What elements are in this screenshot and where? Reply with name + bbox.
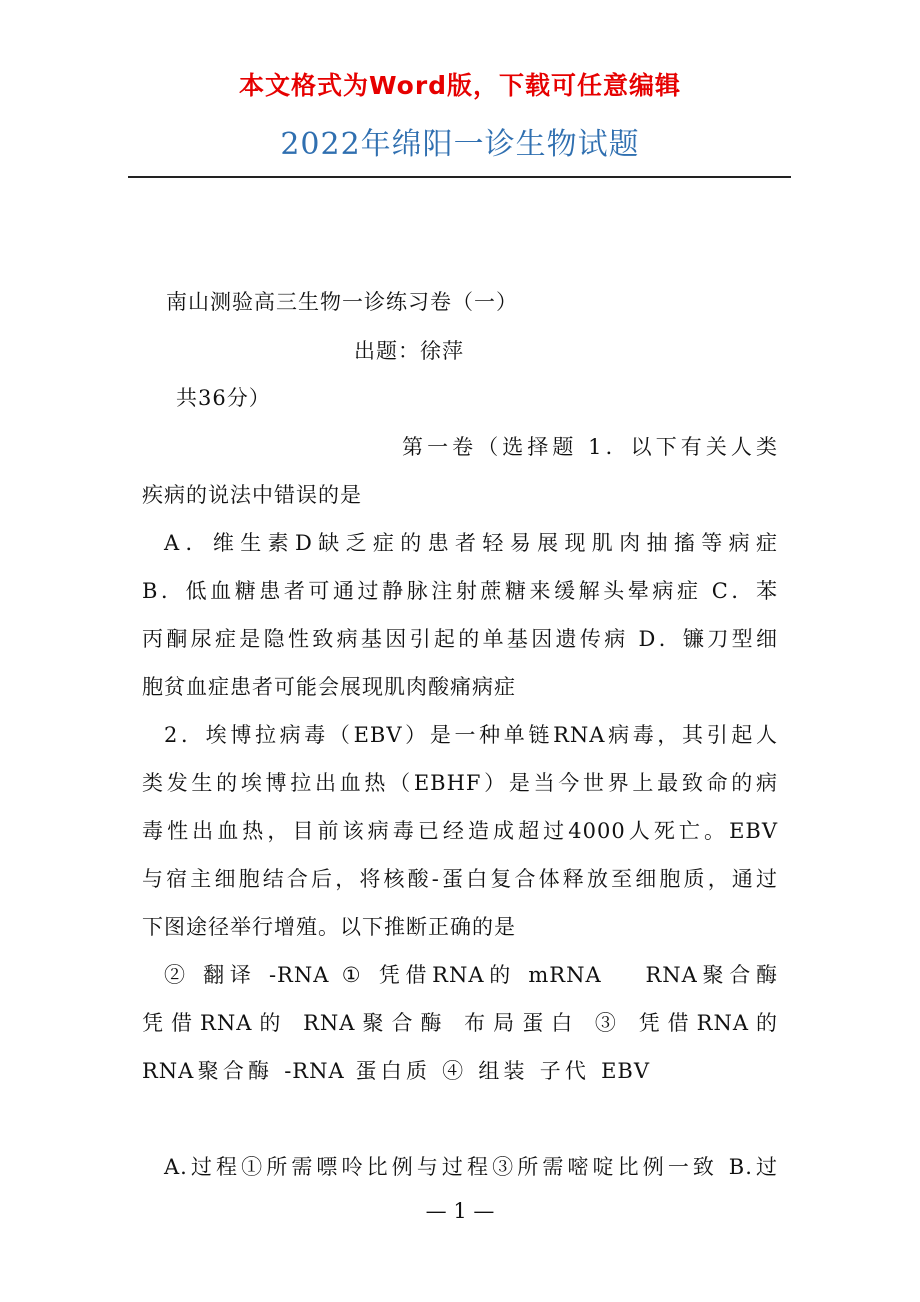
question-1-stem: 疾病的说法中错误的是 (142, 483, 362, 507)
question-1-option-a: A．维生素D缺乏症的患者轻易展现肌肉抽搐等病症 (164, 531, 778, 555)
title-divider (128, 176, 791, 178)
exam-heading: 南山测验高三生物一诊练习卷（一） (166, 290, 518, 314)
question-2-stem-line: 下图途径举行增殖。以下推断正确的是 (142, 915, 516, 939)
diagram-text-line: 凭借RNA的 RNA聚合酶 布局蛋白 ③ 凭借RNA的 (142, 1011, 778, 1035)
question-1-options-line: 丙酮尿症是隐性致病基因引起的单基因遗传病 D．镰刀型细 (142, 627, 778, 651)
question-2-stem-line: 与宿主细胞结合后，将核酸-蛋白复合体释放至细胞质，通过 (142, 867, 778, 891)
diagram-text-line: ② 翻译 -RNA ① 凭借RNA的 mRNA RNA聚合酶 (164, 963, 778, 987)
question-1-options-line: B．低血糖患者可通过静脉注射蔗糖来缓解头晕病症 C．苯 (142, 579, 778, 603)
question-2-stem-line: 毒性出血热，目前该病毒已经造成超过4000人死亡。EBV (142, 819, 778, 843)
score-note: 共36分） (176, 386, 271, 410)
diagram-text-line: RNA聚合酶 -RNA 蛋白质 ④ 组装 子代 EBV (142, 1059, 650, 1083)
question-2-stem-line: 类发生的埃博拉出血热（EBHF）是当今世界上最致命的病 (142, 771, 778, 795)
page-number: — 1 — (425, 1199, 495, 1223)
question-1-options-line: 胞贫血症患者可能会展现肌肉酸痛病症 (142, 675, 516, 699)
document-title: 2022年绵阳一诊生物试题 (280, 127, 640, 162)
question-2-option-line: A.过程①所需嘌呤比例与过程③所需嘧啶比例一致 B.过 (164, 1155, 778, 1179)
exam-author: 出题：徐萍 (354, 339, 464, 363)
download-banner: 本文格式为Word版，下载可任意编辑 (238, 71, 682, 100)
question-2-stem-line: 2．埃博拉病毒（EBV）是一种单链RNA病毒，其引起人 (164, 723, 778, 747)
section-one-heading: 第一卷（选择题 1．以下有关人类 (402, 435, 778, 459)
